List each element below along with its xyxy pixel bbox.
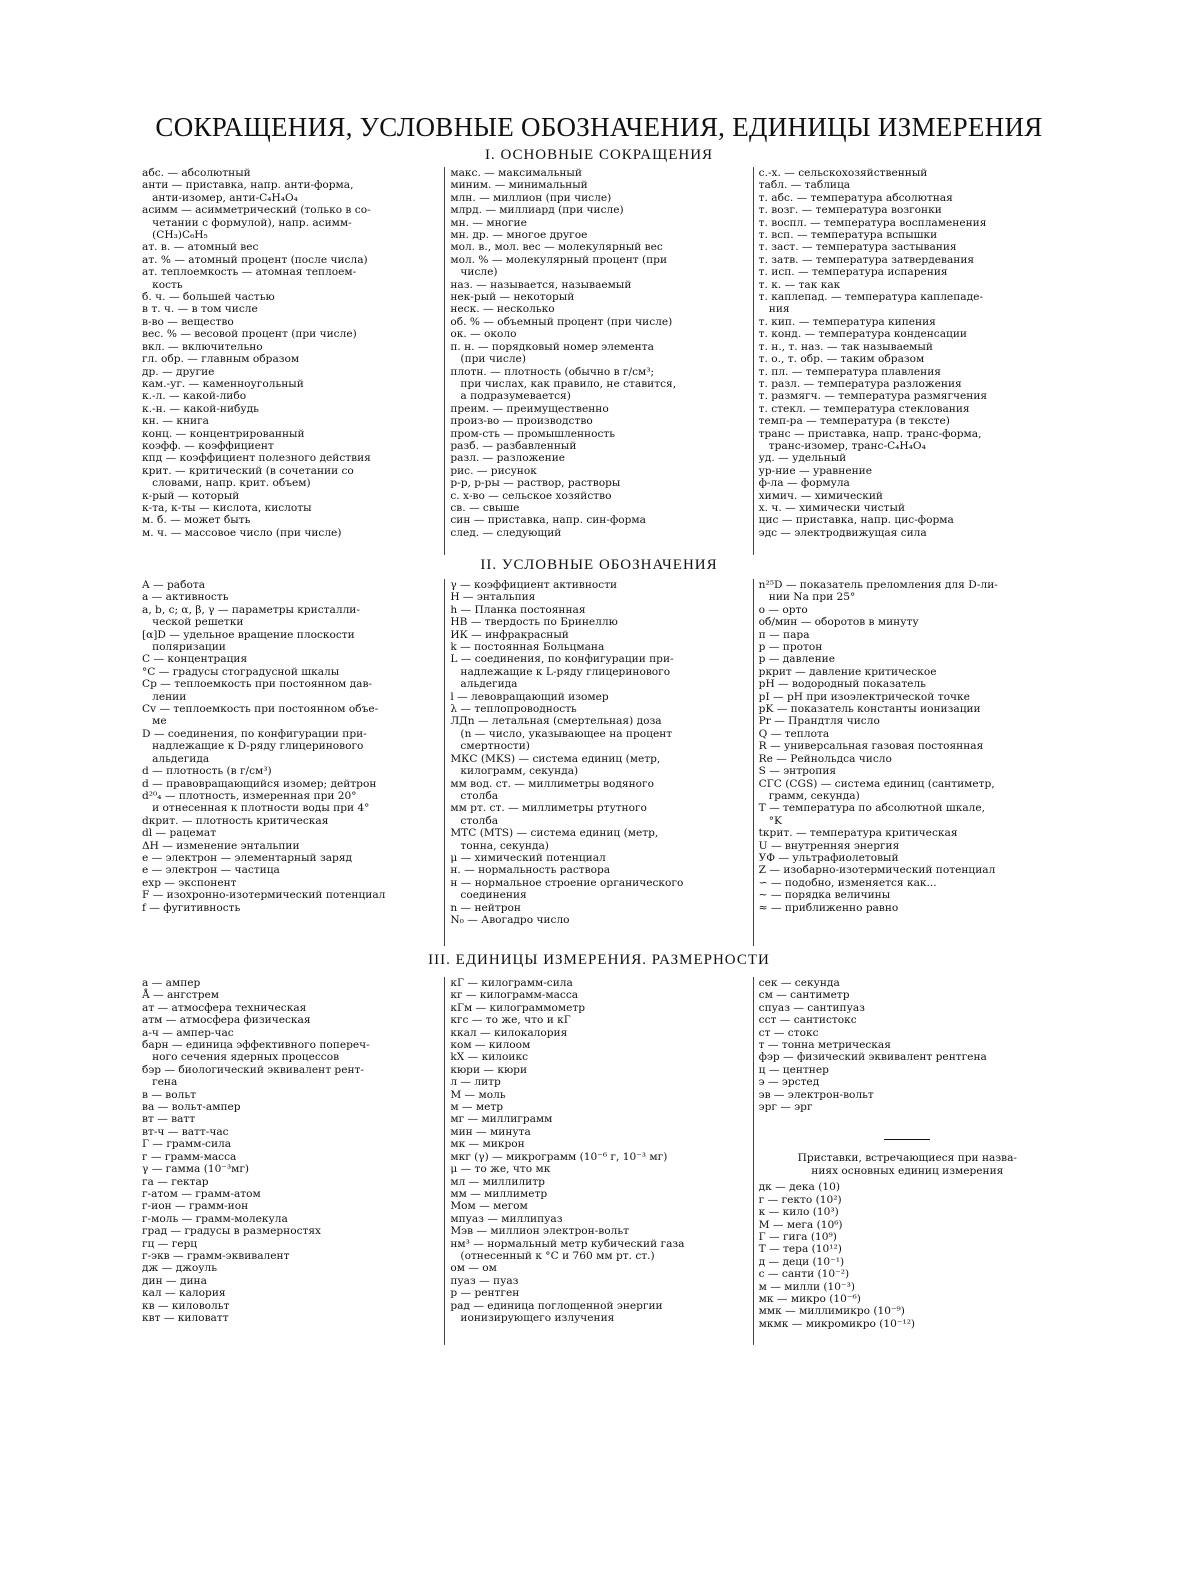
entry: ного сечения ядерных процессов <box>142 1051 340 1064</box>
prefixes-heading: Приставки, встречающиеся при назва- ниях основных единиц измерения <box>797 1152 1017 1177</box>
entry: D — соединения, по конфигурации при- <box>142 727 367 740</box>
entry: кость <box>142 278 183 291</box>
entry: мн. др. — многое другое <box>450 229 588 242</box>
entry: кюри — кюри <box>450 1063 528 1076</box>
entry: к.-л. — какой-либо <box>142 390 247 403</box>
entry: exp — экспонент <box>142 876 237 889</box>
entry: об. % — объемный процент (при числе) <box>450 315 673 328</box>
entry: килограмм, секунда) <box>450 765 579 778</box>
entry: C — концентрация <box>142 653 248 666</box>
entry: т. о., т. обр. — таким образом <box>758 353 925 366</box>
entry: (n — число, указывающее на процент <box>450 727 673 740</box>
entry: о — орто <box>758 603 808 616</box>
entry: числе) <box>450 266 498 279</box>
entry: дк — дека (10) <box>758 1181 840 1194</box>
entry: H — энтальпия <box>450 591 536 604</box>
entry: атм — атмосфера физическая <box>142 1014 311 1027</box>
entry: м. б. — может быть <box>142 514 251 527</box>
entry: а подразумевается) <box>450 390 571 403</box>
entry: мм — миллиметр <box>450 1187 548 1200</box>
column <box>444 167 752 555</box>
entry: МТС (MTS) — система единиц (метр, <box>450 827 659 840</box>
entry: п. н. — порядковый номер элемента <box>450 340 654 353</box>
entry: т. пл. — температура плавления <box>758 365 941 378</box>
entry: г-экв — грамм-эквивалент <box>142 1249 290 1262</box>
entry: Re — Рейнольдса число <box>758 752 892 765</box>
entry: n — нейтрон <box>450 901 521 914</box>
entry: фэр — физический эквивалент рентгена <box>758 1051 987 1064</box>
entry: крит. — критический (в сочетании со <box>142 464 354 477</box>
entry: ат. в. — атомный вес <box>142 241 259 254</box>
entry: рад — единица поглощенной энергии <box>450 1299 663 1312</box>
entry: абс. — абсолютный <box>142 167 251 179</box>
entry: ИК — инфракрасный <box>450 628 569 641</box>
section-columns <box>142 579 1056 946</box>
entry: и отнесенная к плотности воды при 4° <box>142 802 370 815</box>
entry: к — кило (10³) <box>758 1206 839 1219</box>
entry: Pr — Прандтля число <box>758 715 880 728</box>
entry: N₀ — Авогадро число <box>450 913 570 926</box>
entry: т. заст. — температура застывания <box>758 241 957 254</box>
entry: т. абс. — температура абсолютная <box>758 191 953 204</box>
entry: г-моль — грамм-молекула <box>142 1212 288 1225</box>
entry: T — температура по абсолютной шкале, <box>758 802 986 815</box>
entry: гл. обр. — главным образом <box>142 353 300 366</box>
entry: н. — нормальность раствора <box>450 864 611 877</box>
column <box>142 977 444 1345</box>
entry: ат. теплоемкость — атомная теплоем- <box>142 266 357 279</box>
entry: kX — килоикс <box>450 1051 529 1064</box>
entry: УФ — ультрафиолетовый <box>758 851 899 864</box>
entry: столба <box>450 814 499 827</box>
entry: т — тонна метрическая <box>758 1039 891 1052</box>
entry: гена <box>142 1076 178 1089</box>
page <box>142 112 1056 1345</box>
entry: св. — свыше <box>450 501 520 514</box>
entry: соединения <box>450 889 527 902</box>
entry: h — Планка постоянная <box>450 603 586 616</box>
entry: ц — центнер <box>758 1063 829 1076</box>
entry: e — электрон — элементарный заряд <box>142 851 353 864</box>
section-columns <box>142 167 1056 555</box>
section-heading: III. ЕДИНИЦЫ ИЗМЕРЕНИЯ. РАЗМЕРНОСТИ <box>428 952 770 968</box>
entry: сек — секунда <box>758 977 840 989</box>
entry: в-во — вещество <box>142 315 234 328</box>
entry: конц. — концентрированный <box>142 427 305 440</box>
entry: ния <box>758 303 790 316</box>
entry: сст — сантистокс <box>758 1014 857 1027</box>
entry: нек-рый — некоторый <box>450 291 575 304</box>
entry: HB — твердость по Бринеллю <box>450 616 618 629</box>
entry: ЛДn — летальная (смертельная) доза <box>450 715 662 728</box>
entry: n²⁵D — показатель преломления для D-ли- <box>758 579 998 591</box>
entry: ионизирующего излучения <box>450 1311 615 1324</box>
entry: μ — то же, что мк <box>450 1163 551 1176</box>
entry: Г — гига (10⁹) <box>758 1230 837 1243</box>
column <box>444 579 752 946</box>
entry: дж — джоуль <box>142 1262 217 1275</box>
entry: ур-ние — уравнение <box>758 464 872 477</box>
entry: эв — электрон-вольт <box>758 1088 874 1101</box>
entry: a, b, c; α, β, γ — параметры кристалли- <box>142 603 360 616</box>
entry: кпд — коэффициент полезного действия <box>142 452 371 465</box>
entry: кгс — то же, что и кГ <box>450 1014 571 1027</box>
entry: т. размягч. — температура размягчения <box>758 390 988 403</box>
entry: кам.-уг. — каменноугольный <box>142 377 304 390</box>
entry: барн — единица эффективного попереч- <box>142 1039 370 1052</box>
section-heading: II. УСЛОВНЫЕ ОБОЗНАЧЕНИЯ <box>480 557 718 573</box>
entry: мкг (γ) — микрограмм (10⁻⁶ г, 10⁻³ мг) <box>450 1150 668 1163</box>
page-title: СОКРАЩЕНИЯ, УСЛОВНЫЕ ОБОЗНАЧЕНИЯ, ЕДИНИЦЫ ИЗМЕРЕНИЯ <box>155 112 1043 142</box>
entry: т. воспл. — температура воспламенения <box>758 216 987 229</box>
entry: S — энтропия <box>758 765 837 778</box>
entry: кн. — книга <box>142 415 209 428</box>
entry: Г — грамм-сила <box>142 1138 232 1151</box>
entry: вес. % — весовой процент (при числе) <box>142 328 357 341</box>
entry: к-та, к-ты — кислота, кислоты <box>142 501 312 514</box>
entry: рис. — рисунок <box>450 464 537 477</box>
section-columns <box>142 977 1056 1345</box>
entry: квт — киловатт <box>142 1311 229 1324</box>
entry: п — пара <box>758 628 810 641</box>
entry: г — грамм-масса <box>142 1150 237 1163</box>
entry: γ — гамма (10⁻³мг) <box>142 1163 250 1176</box>
entry: μ — химический потенциал <box>450 851 606 864</box>
entry: Т — тера (10¹²) <box>758 1243 842 1256</box>
entry: надлежащие к L-ряду глицеринового <box>450 665 671 678</box>
entry: ммк — миллимикро (10⁻⁹) <box>758 1305 905 1318</box>
entry: цис — приставка, напр. цис-форма <box>758 514 954 527</box>
entry: дин — дина <box>142 1274 207 1287</box>
entry: dкрит. — плотность критическая <box>142 814 329 827</box>
section-units <box>142 952 1056 1345</box>
entry: d²⁰₄ — плотность, измеренная при 20° <box>142 789 357 802</box>
entry: об/мин — оборотов в минуту <box>758 616 919 629</box>
entry: р-р, р-ры — раствор, растворы <box>450 477 621 490</box>
entry: (при числе) <box>450 353 526 366</box>
entry: pкрит — давление критическое <box>758 665 937 678</box>
entry: (CH₃)C₆H₅ <box>142 229 208 242</box>
entry: транс — приставка, напр. транс-форма, <box>758 427 982 440</box>
entry: след. — следующий <box>450 526 562 539</box>
entry: к.-н. — какой-нибудь <box>142 402 259 415</box>
entry: М — мега (10⁶) <box>758 1218 843 1231</box>
entry: ст — стокс <box>758 1026 819 1039</box>
entry: мол. % — молекулярный процент (при <box>450 253 668 266</box>
entry: тонна, секунда) <box>450 839 549 852</box>
entry: см — сантиметр <box>758 989 850 1002</box>
entry: град — градусы в размерностях <box>142 1225 322 1238</box>
entry: спуаз — сантипуаз <box>758 1001 865 1014</box>
entry: вт — ватт <box>142 1113 196 1126</box>
entry: т. всп. — температура вспышки <box>758 229 938 242</box>
entry: лении <box>142 690 187 703</box>
entry: т. кип. — температура кипения <box>758 315 936 328</box>
entry: R — универсальная газовая постоянная <box>758 740 984 753</box>
entry: т. стекл. — температура стеклования <box>758 402 970 415</box>
entry: т. н., т. наз. — так называемый <box>758 340 933 353</box>
entry: словами, напр. крит. объем) <box>142 477 311 490</box>
entry: разб. — разбавленный <box>450 439 577 452</box>
entry: т. разл. — температура разложения <box>758 377 962 390</box>
entry: ΔH — изменение энтальпии <box>142 839 300 852</box>
entry: мм вод. ст. — миллиметры водяного <box>450 777 654 790</box>
entry: гц — герц <box>142 1237 198 1250</box>
entry: (отнесенный к °C и 760 мм рт. ст.) <box>450 1249 655 1262</box>
entry: поляризации <box>142 641 226 654</box>
entry: d — плотность (в г/см³) <box>142 765 272 778</box>
entry: пуаз — пуаз <box>450 1274 519 1287</box>
entry: эрг — эрг <box>758 1101 813 1114</box>
entry: уд. — удельный <box>758 452 847 465</box>
entry: Q — теплота <box>758 727 830 740</box>
entry: э — эрстед <box>758 1076 820 1089</box>
entry: х. ч. — химически чистый <box>758 501 906 514</box>
entry: анти-изомер, анти-C₄H₄O₄ <box>142 191 298 204</box>
entry: м — метр <box>450 1101 504 1114</box>
entry: ком — килоом <box>450 1039 531 1052</box>
entry: л — литр <box>450 1076 501 1089</box>
prefixes-list <box>759 1181 1056 1330</box>
entry: ∽ — подобно, изменяется как... <box>758 876 937 889</box>
entry: неск. — несколько <box>450 303 555 316</box>
entry: разл. — разложение <box>450 452 566 465</box>
entry: мн. — многие <box>450 216 527 229</box>
entry: p — давление <box>758 653 835 666</box>
entry: Cv — теплоемкость при постоянном объе- <box>142 703 379 716</box>
entry: МКС (MKS) — система единиц (метр, <box>450 752 661 765</box>
entry: т. затв. — температура затвердевания <box>758 253 975 266</box>
entry: д — деци (10⁻¹) <box>758 1255 845 1268</box>
entry: l — левовращающий изомер <box>450 690 609 703</box>
entry: мол. в., мол. вес — молекулярный вес <box>450 241 663 254</box>
entry: наз. — называется, называемый <box>450 278 632 291</box>
entry: ∼ — порядка величины <box>758 889 891 902</box>
entry: °C — градусы стоградусной шкалы <box>142 665 340 678</box>
entry: кал — калория <box>142 1287 226 1300</box>
entry: т. исп. — температура испарения <box>758 266 948 279</box>
entry: альдегида <box>142 752 210 765</box>
entry: F — изохронно-изотермический потенциал <box>142 889 386 902</box>
entry: СГС (CGS) — система единиц (сантиметр, <box>758 777 995 790</box>
entry: анти — приставка, напр. анти-форма, <box>142 179 354 192</box>
entry: т. возг. — температура возгонки <box>758 204 942 217</box>
column <box>142 167 444 555</box>
entry: смертности) <box>450 740 530 753</box>
entry: ат. % — атомный процент (после числа) <box>142 253 368 266</box>
entry: р — рентген <box>450 1287 520 1300</box>
entry: e — электрон — частица <box>142 864 280 877</box>
entry: четании с формулой), напр. асимм- <box>142 216 352 229</box>
entry: млрд. — миллиард (при числе) <box>450 204 624 217</box>
entry: [α]D — удельное вращение плоскости <box>142 628 355 641</box>
entry: асимм — асимметрический (только в со- <box>142 204 371 217</box>
entry: н — нормальное строение органического <box>450 876 684 889</box>
entry: ≈ — приближенно равно <box>758 901 899 914</box>
entry: г — гекто (10²) <box>758 1193 842 1206</box>
entry: при числах, как правило, не ставится, <box>450 377 677 390</box>
section-abbreviations <box>142 147 1056 555</box>
entry: преим. — преимущественно <box>450 402 609 415</box>
entry: λ — теплопроводность <box>450 703 577 716</box>
entry: кг — килограмм-масса <box>450 989 579 1002</box>
entry: M — моль <box>450 1088 506 1101</box>
entry: A — работа <box>142 579 206 591</box>
entry: бэр — биологический эквивалент рент- <box>142 1063 364 1076</box>
entry: ме <box>142 715 167 728</box>
entry: мкмк — микромикро (10⁻¹²) <box>758 1317 916 1330</box>
entry: tкрит. — температура критическая <box>758 827 958 840</box>
entry: химич. — химический <box>758 489 883 502</box>
entry: Z — изобарно-изотермический потенциал <box>758 864 996 877</box>
entry: ом — ом <box>450 1262 497 1275</box>
entry: млн. — миллион (при числе) <box>450 191 612 204</box>
entry: г-атом — грамм-атом <box>142 1187 261 1200</box>
entry: а — ампер <box>142 977 201 989</box>
entry: мл — миллилитр <box>450 1175 545 1188</box>
column <box>753 167 1056 555</box>
entry: мк — микро (10⁻⁶) <box>758 1292 861 1305</box>
entry: к-рый — который <box>142 489 240 502</box>
entry: ва — вольт-ампер <box>142 1101 241 1114</box>
entry: син — приставка, напр. син-форма <box>450 514 646 527</box>
entry: эдс — электродвижущая сила <box>758 526 927 539</box>
column <box>142 579 444 946</box>
entry: м — милли (10⁻³) <box>758 1280 855 1293</box>
entry: с.-х. — сельскохозяйственный <box>758 167 928 179</box>
entry: транс-изомер, транс-C₄H₄O₄ <box>758 439 926 452</box>
entry: темп-ра — температура (в тексте) <box>758 415 950 428</box>
entry: ок. — около <box>450 328 517 341</box>
entry: м. ч. — массовое число (при числе) <box>142 526 342 539</box>
column <box>753 977 1056 1345</box>
entry: кв — киловольт <box>142 1299 230 1312</box>
entry: °K <box>758 814 782 827</box>
entry: табл. — таблица <box>758 179 851 192</box>
entry: U — внутренняя энергия <box>758 839 900 852</box>
entry: d — правовращающийся изомер; дейтрон <box>142 777 377 790</box>
entry: вкл. — включительно <box>142 340 263 353</box>
entry: макс. — максимальный <box>450 167 582 179</box>
entry: миним. — минимальный <box>450 179 588 192</box>
entry: кГм — килограммометр <box>450 1001 585 1014</box>
entry: Cp — теплоемкость при постоянном дав- <box>142 678 373 691</box>
entry: р — протон <box>758 641 823 654</box>
entry: ф-ла — формула <box>758 477 850 490</box>
entry: т. конд. — температура конденсации <box>758 328 967 341</box>
entry: произ-во — производство <box>450 415 593 428</box>
entry: pK — показатель константы ионизации <box>758 703 981 716</box>
entry: dl — рацемат <box>142 827 217 840</box>
entry: с — санти (10⁻²) <box>758 1268 850 1281</box>
entry: га — гектар <box>142 1175 209 1188</box>
entry: плотн. — плотность (обычно в г/см³; <box>450 365 655 378</box>
entry: pH — водородный показатель <box>758 678 926 691</box>
entry: ческой решетки <box>142 616 244 629</box>
entry: k — постоянная Больцмана <box>450 641 605 654</box>
entry: в т. ч. — в том числе <box>142 303 258 316</box>
entry: Å — ангстрем <box>142 989 219 1002</box>
entry: а-ч — ампер-час <box>142 1026 234 1039</box>
entry: др. — другие <box>142 365 215 378</box>
entry: ккал — килокалория <box>450 1026 568 1039</box>
entry: кГ — килограмм-сила <box>450 977 573 989</box>
entry: γ — коэффициент активности <box>450 579 618 591</box>
entry: надлежащие к D-ряду глицеринового <box>142 740 364 753</box>
entry: вт-ч — ватт-час <box>142 1125 229 1138</box>
entry: в — вольт <box>142 1088 196 1101</box>
entry: т. каплепад. — температура каплепаде- <box>758 291 983 304</box>
column <box>444 977 752 1345</box>
entry: Мом — мегом <box>450 1200 528 1213</box>
entry: a — активность <box>142 591 229 604</box>
section-symbols <box>142 557 1056 946</box>
entry: Мэв — миллион электрон-вольт <box>450 1225 629 1238</box>
entry: нм³ — нормальный метр кубический газа <box>450 1237 685 1250</box>
column <box>753 579 1056 946</box>
entry: б. ч. — большей частью <box>142 291 275 304</box>
entry: с. х-во — сельское хозяйство <box>450 489 612 502</box>
entry: мпуаз — миллипуаз <box>450 1212 563 1225</box>
entry: f — фугитивность <box>142 901 241 914</box>
section-heading: I. ОСНОВНЫЕ СОКРАЩЕНИЯ <box>484 147 714 163</box>
entry: L — соединения, по конфигурации при- <box>450 653 674 666</box>
entry: мк — микрон <box>450 1138 525 1151</box>
entry: г-ион — грамм-ион <box>142 1200 249 1213</box>
entry: pI — pH при изоэлектрической точке <box>758 690 970 703</box>
entry: пром-сть — промышленность <box>450 427 616 440</box>
entry: мм рт. ст. — миллиметры ртутного <box>450 802 647 815</box>
divider <box>884 1139 930 1140</box>
entry: нии Na при 25° <box>758 591 856 604</box>
entry: ат — атмосфера техническая <box>142 1001 307 1014</box>
entry: столба <box>450 789 499 802</box>
entry: мг — миллиграмм <box>450 1113 553 1126</box>
entry: альдегида <box>450 678 518 691</box>
units-list <box>759 977 1056 1113</box>
entry: грамм, секунда) <box>758 789 860 802</box>
entry: т. к. — так как <box>758 278 841 291</box>
entry: мин — минута <box>450 1125 531 1138</box>
entry: коэфф. — коэффициент <box>142 439 274 452</box>
